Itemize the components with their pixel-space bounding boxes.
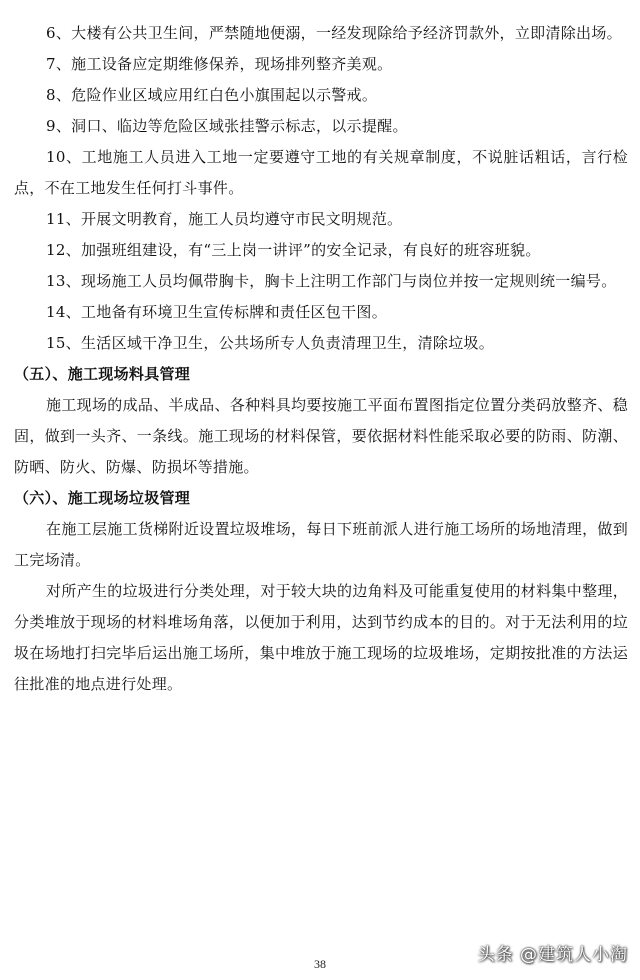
section-text-materials: 施工现场的成品、半成品、各种料具均要按施工平面布置图指定位置分类码放整齐、稳固，做到一头齐、一条线。施工现场的材料保管，要依据材料性能采取必要的防雨、防潮、防晒、防火、防爆、防损坏等措施。 <box>14 396 628 476</box>
list-item-9: 9、洞口、临边等危险区域张挂警示标志，以示提醒。 <box>46 117 408 135</box>
section-text-waste-1: 在施工层施工货梯附近设置垃圾堆场，每日下班前派人进行施工场所的场地清理，做到工完场清。 <box>14 520 628 569</box>
list-item-6: 6、大楼有公共卫生间，严禁随地便溺，一经发现除给予经济罚款外，立即清除出场。 <box>46 24 622 42</box>
list-item-11: 11、开展文明教育，施工人员均遵守市民文明规范。 <box>46 210 403 228</box>
page-number: 38 <box>314 957 326 971</box>
section-heading-materials: （五）、施工现场料具管理 <box>14 365 191 383</box>
list-item-15: 15、生活区域干净卫生，公共场所专人负责清理卫生，清除垃圾。 <box>46 334 495 352</box>
list-item-8: 8、危险作业区域应用红白色小旗围起以示警戒。 <box>46 86 378 104</box>
watermark-logo: 头条 @建筑人小淘 <box>477 945 628 965</box>
list-item-7: 7、施工设备应定期维修保养，现场排列整齐美观。 <box>46 55 393 73</box>
list-item-14: 14、工地备有环境卫生宣传标牌和责任区包干图。 <box>46 303 387 321</box>
section-text-waste-2: 对所产生的垃圾进行分类处理，对于较大块的边角料及可能重复使用的材料集中整理，分类堆放于现场的材料堆场角落，以便加于利用，达到节约成本的目的。对于无法利用的垃圾在场地打扫完毕后运出施工场所，集中堆放于施工现场的垃圾堆场，定期按批准的方法运往批准的地点进行处理。 <box>14 582 628 693</box>
section-heading-waste: （六）、施工现场垃圾管理 <box>14 489 191 507</box>
list-item-12: 12、加强班组建设，有“三上岗一讲评”的安全记录，有良好的班容班貌。 <box>46 241 541 259</box>
list-item-13: 13、现场施工人员均佩带胸卡，胸卡上注明工作部门与岗位并按一定规则统一编号。 <box>46 272 617 290</box>
list-item-10: 10、工地施工人员进入工地一定要遵守工地的有关规章制度，不说脏话粗话，言行检点，不在工地发生任何打斗事件。 <box>14 148 628 197</box>
document-body <box>14 14 628 700</box>
